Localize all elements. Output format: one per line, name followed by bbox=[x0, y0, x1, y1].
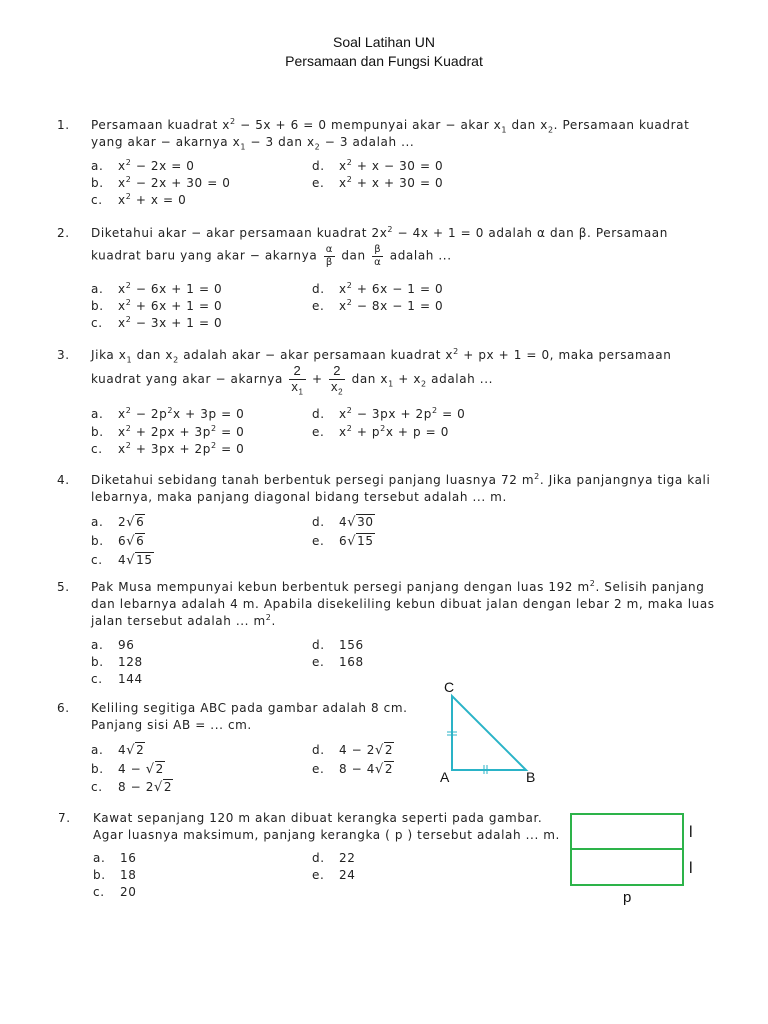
option-b[interactable]: b. 6√6 bbox=[91, 534, 145, 549]
option-b[interactable]: b. $x^2 + 6x + 1 = 0$ bbox=[91, 298, 223, 313]
question-number: 4. bbox=[57, 473, 70, 487]
question-text-line: Kawat sepanjang 120 m akan dibuat kerangka seperti pada gambar. bbox=[93, 811, 543, 825]
option-b[interactable]: b. $x^2 - 2x + 30 = 0$ bbox=[91, 175, 231, 190]
question-text-line: lebarnya, maka panjang diagonal bidang tersebut adalah ... m. bbox=[91, 490, 507, 504]
question-text-line: yang akar − akarnya $x_1 - 3$ dan $x_2 - 3$ adalah ... bbox=[91, 135, 415, 152]
fraction-2-over-x2: $\frac{2}{x_2}$ bbox=[331, 363, 344, 397]
option-d[interactable]: d. $x^2 + x - 30 = 0$ bbox=[312, 158, 444, 173]
question-text-line: kuadrat baru yang akar − akarnya $\frac{\alpha}{\beta}$ dan $\frac{\beta}{\alpha}$ adalah ... bbox=[91, 244, 452, 268]
label-p: p bbox=[623, 889, 632, 906]
option-d[interactable]: d. 156 bbox=[312, 638, 364, 652]
question-number: 2. bbox=[57, 226, 70, 240]
vertex-label-a: A bbox=[440, 769, 450, 785]
option-a[interactable]: a. $x^2 - 2x = 0$ bbox=[91, 158, 195, 173]
fraction-alpha-over-beta: $\frac{\alpha}{\beta}$ bbox=[325, 244, 333, 268]
option-d[interactable]: d. $x^2 - 3px + 2p^2 = 0$ bbox=[312, 406, 466, 421]
option-e[interactable]: e. $x^2 + p^2x + p = 0$ bbox=[312, 424, 449, 439]
option-b[interactable]: b. 128 bbox=[91, 655, 143, 669]
question-text-line: kuadrat yang akar − akarnya $\frac{2}{x_1}$ + $\frac{2}{x_2}$ dan $x_1 + x_2$ adalah ... bbox=[91, 363, 494, 397]
question-text-line: Diketahui sebidang tanah berbentuk persegi panjang luasnya 72 $m^2$. Jika panjangnya tiga kali bbox=[91, 472, 711, 487]
question-text-line: Diketahui akar − akar persamaan kuadrat $2x^2 - 4x + 1 = 0$ adalah α dan β. Persamaan bbox=[91, 225, 668, 240]
frame-figure bbox=[568, 812, 688, 888]
option-c[interactable]: c. 4√15 bbox=[91, 553, 153, 568]
option-a[interactable]: a. 4√2 bbox=[91, 743, 145, 758]
option-a[interactable]: a. 16 bbox=[93, 851, 137, 865]
option-c[interactable]: c. 8 − 2√2 bbox=[91, 780, 173, 795]
vertex-label-c: C bbox=[444, 679, 455, 695]
option-e[interactable]: e. 8 − 4√2 bbox=[312, 762, 394, 777]
label-l-top: l bbox=[689, 824, 693, 841]
question-text-line: Panjang sisi AB = ... cm. bbox=[91, 718, 252, 732]
question-text-line: Keliling segitiga ABC pada gambar adalah 8 cm. bbox=[91, 701, 408, 715]
option-e[interactable]: e. 6√15 bbox=[312, 534, 374, 549]
label-l-bottom: l bbox=[689, 860, 693, 877]
option-c[interactable]: c. $x^2 + x = 0$ bbox=[91, 192, 187, 207]
option-b[interactable]: b. $x^2 + 2px + 3p^2 = 0$ bbox=[91, 424, 245, 439]
question-number: 1. bbox=[57, 118, 70, 132]
option-c[interactable]: c. $x^2 + 3px + 2p^2 = 0$ bbox=[91, 441, 245, 456]
question-text-line: Persamaan kuadrat $x^2 - 5x + 6 = 0$ mempunyai akar − akar $x_1$ dan $x_2$. Persamaan kuadrat bbox=[91, 117, 690, 135]
option-d[interactable]: d. 4 − 2√2 bbox=[312, 743, 394, 758]
question-number: 5. bbox=[57, 580, 70, 594]
question-text-line: Pak Musa mempunyai kebun berbentuk persegi panjang dengan luas 192 $m^2$. Selisih panjang bbox=[91, 579, 705, 594]
page-title: Soal Latihan UN bbox=[333, 34, 435, 50]
option-e[interactable]: e. $x^2 + x + 30 = 0$ bbox=[312, 175, 444, 190]
option-d[interactable]: d. 4√30 bbox=[312, 515, 374, 530]
question-text-line: Jika $x_1$ dan $x_2$ adalah akar − akar persamaan kuadrat $x^2$ + px + 1 = 0, maka persamaan bbox=[91, 347, 672, 365]
option-e[interactable]: e. 24 bbox=[312, 868, 356, 882]
option-e[interactable]: e. 168 bbox=[312, 655, 364, 669]
option-e[interactable]: e. $x^2 - 8x - 1 = 0$ bbox=[312, 298, 444, 313]
question-text-line: jalan tersebut adalah ... $m^2$. bbox=[91, 613, 276, 628]
vertex-label-b: B bbox=[526, 769, 536, 785]
option-a[interactable]: a. $x^2 - 6x + 1 = 0$ bbox=[91, 281, 223, 296]
option-d[interactable]: d. $x^2 + 6x - 1 = 0$ bbox=[312, 281, 444, 296]
option-c[interactable]: c. $x^2 - 3x + 1 = 0$ bbox=[91, 315, 223, 330]
option-b[interactable]: b. 18 bbox=[93, 868, 137, 882]
question-text-line: Agar luasnya maksimum, panjang kerangka ( p ) tersebut adalah ... m. bbox=[93, 828, 560, 842]
frame-bottom-rect bbox=[571, 849, 683, 885]
option-a[interactable]: a. $x^2 - 2p^2x + 3p = 0$ bbox=[91, 406, 245, 421]
option-c[interactable]: c. 144 bbox=[91, 672, 143, 686]
fraction-beta-over-alpha: $\frac{\beta}{\alpha}$ bbox=[374, 244, 382, 268]
triangle-abc-figure bbox=[440, 690, 540, 775]
option-b[interactable]: b. 4 − √2 bbox=[91, 762, 164, 777]
question-number: 7. bbox=[58, 811, 71, 825]
question-number: 6. bbox=[57, 701, 70, 715]
option-c[interactable]: c. 20 bbox=[93, 885, 137, 899]
option-a[interactable]: a. 2√6 bbox=[91, 515, 145, 530]
question-text-line: dan lebarnya adalah 4 m. Apabila disekeliling kebun dibuat jalan dengan lebar 2 m, maka luas bbox=[91, 597, 715, 611]
question-number: 3. bbox=[57, 348, 70, 362]
fraction-2-over-x1: $\frac{2}{x_1}$ bbox=[291, 363, 304, 397]
frame-top-rect bbox=[571, 814, 683, 849]
triangle-shape bbox=[452, 696, 526, 770]
page-subtitle: Persamaan dan Fungsi Kuadrat bbox=[285, 53, 483, 69]
option-a[interactable]: a. 96 bbox=[91, 638, 135, 652]
option-d[interactable]: d. 22 bbox=[312, 851, 356, 865]
